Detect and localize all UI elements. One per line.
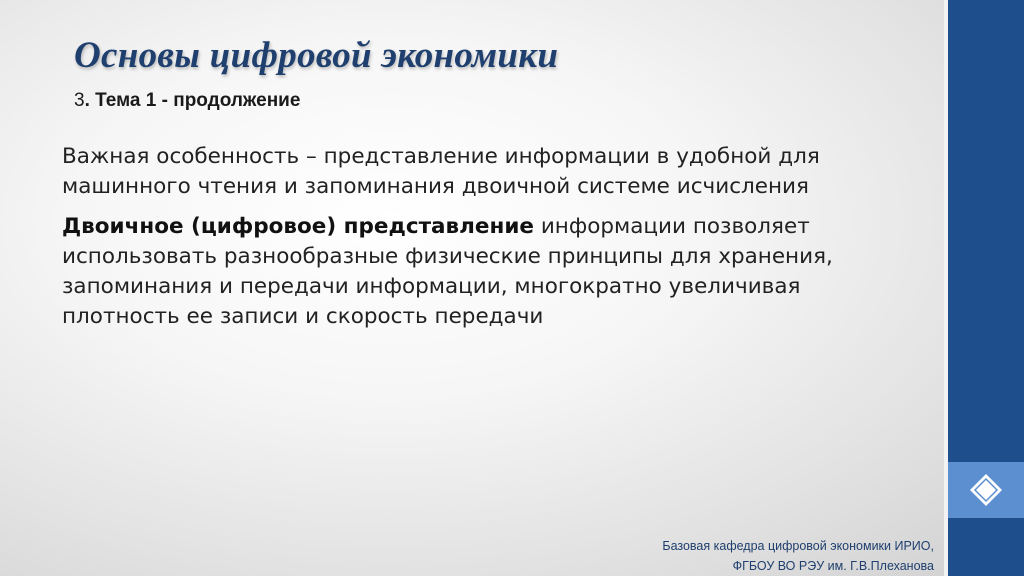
- paragraph-2-text: информации позволяет использовать разнообразные физические принципы для хранения, запоминания и передачи информации, многократно увеличивая плотность ее записи и скорость передачи: [62, 214, 833, 329]
- footer-line-1: Базовая кафедра цифровой экономики ИРИО,: [662, 539, 934, 553]
- paragraph-2-emphasis: Двоичное (цифровое) представление: [62, 214, 534, 239]
- sidebar-tile: [948, 462, 1024, 518]
- slide-title: Основы цифровой экономики: [74, 35, 559, 76]
- slide-footer: [662, 536, 934, 576]
- footer-line-2: ФГБОУ ВО РЭУ им. Г.В.Плеханова: [732, 559, 934, 573]
- subtitle-text: . Тема 1 - продолжение: [84, 90, 301, 111]
- diamond-icon: [968, 472, 1004, 508]
- slide-body: [62, 142, 912, 342]
- subtitle-number: 3: [74, 90, 85, 111]
- paragraph-2: [62, 212, 912, 332]
- slide-subtitle: [74, 90, 300, 112]
- paragraph-1: Важная особенность – представление информации в удобной для машинного чтения и запоминания двоичной системе исчисления: [62, 144, 820, 199]
